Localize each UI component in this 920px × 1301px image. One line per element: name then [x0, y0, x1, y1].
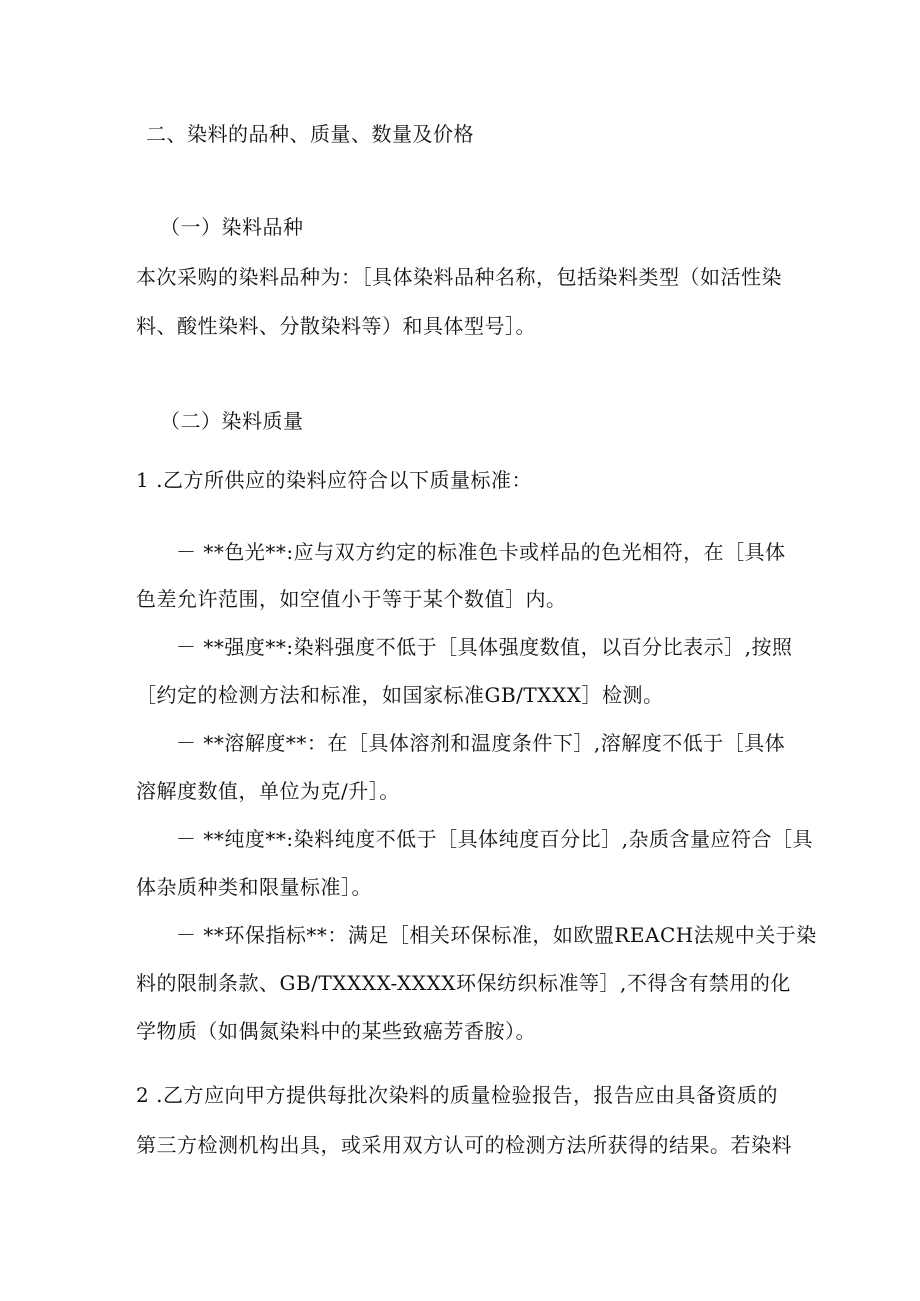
bullet-continuation: ［约定的检测方法和标准，如国家标准GB/TXXX］检测。 — [136, 683, 664, 707]
bullet-solubility: － **溶解度**：在［具体溶剂和温度条件下］,溶解度不低于［具体 — [176, 731, 786, 755]
paragraph-line: 料、酸性染料、分散染料等）和具体型号］。 — [136, 314, 536, 338]
numbered-item-1: 1 .乙方所供应的染料应符合以下质量标准： — [136, 468, 532, 492]
bullet-color-shade: － **色光**:应与双方约定的标准色卡或样品的色光相符，在［具体 — [176, 540, 786, 564]
bullet-continuation: 色差允许范围，如空值小于等于某个数值］内。 — [136, 587, 567, 611]
paragraph-line: 本次采购的染料品种为：［具体染料品种名称，包括染料类型（如活性染 — [136, 265, 782, 289]
paragraph-line: 第三方检测机构出具，或采用双方认可的检测方法所获得的结果。若染料 — [136, 1133, 792, 1157]
bullet-continuation: 体杂质种类和限量标准］。 — [136, 875, 372, 899]
section-title: 二、染料的品种、质量、数量及价格 — [146, 122, 474, 146]
subsection-title-dye-quality: （二）染料质量 — [160, 409, 304, 433]
bullet-continuation: 学物质（如偶氮染料中的某些致癌芳香胺）。 — [136, 1019, 536, 1043]
bullet-strength: － **强度**:染料强度不低于［具体强度数值，以百分比表示］,按照 — [176, 635, 793, 659]
bullet-continuation: 溶解度数值，单位为克/升］。 — [136, 779, 400, 803]
bullet-purity: － **纯度**:染料纯度不低于［具体纯度百分比］,杂质含量应符合［具 — [176, 827, 813, 851]
numbered-item-2: 2 .乙方应向甲方提供每批次染料的质量检验报告，报告应由具备资质的 — [136, 1083, 778, 1107]
bullet-continuation: 料的限制条款、GB/TXXXX-XXXX环保纺织标准等］,不得含有禁用的化 — [136, 971, 791, 995]
bullet-environmental: － **环保指标**：满足［相关环保标准，如欧盟REACH法规中关于染 — [176, 923, 817, 947]
subsection-title-dye-variety: （一）染料品种 — [160, 215, 304, 239]
